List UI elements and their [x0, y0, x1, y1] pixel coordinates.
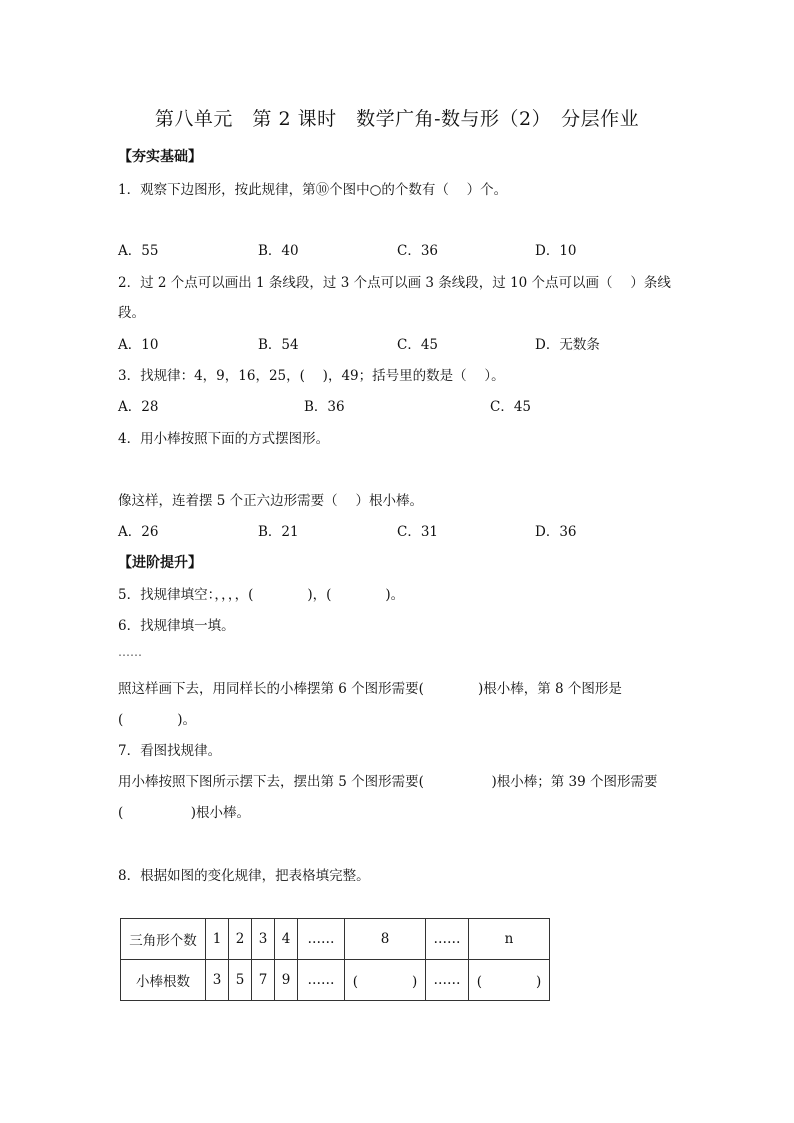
question-7-line-2: ( )根小棒。	[118, 805, 251, 821]
q2-option-c: C．45	[397, 337, 439, 353]
table-cell: 3	[252, 919, 275, 960]
section-advanced-heading: 【进阶提升】	[118, 555, 202, 571]
question-8-text: 8．根据如图的变化规律，把表格填完整。	[118, 868, 370, 884]
table-row	[121, 919, 550, 960]
table-cell: 3	[206, 960, 229, 1001]
table-cell: 9	[275, 960, 298, 1001]
q4-option-b: B．21	[258, 524, 299, 540]
q1-option-a: A．55	[118, 243, 159, 259]
question-6-ellipsis: ……	[118, 645, 142, 659]
table-cell: 2	[229, 919, 252, 960]
q1-option-d: D．10	[535, 243, 577, 259]
table-cell: 小棒根数	[121, 960, 206, 1001]
q4-option-d: D．36	[535, 524, 577, 540]
table-cell: ……	[298, 960, 345, 1001]
section-basic-heading: 【夯实基础】	[118, 149, 202, 165]
q2-option-b: B．54	[258, 337, 299, 353]
question-7-text: 7．看图找规律。	[118, 743, 222, 759]
question-7-line-1: 用小棒按照下图所示摆下去，摆出第 5 个图形需要( )根小棒；第 39 个图形需要	[118, 774, 658, 790]
table-cell: 1	[206, 919, 229, 960]
table-cell: ……	[298, 919, 345, 960]
question-5-text: 5．找规律填空：，，，，( )，( )。	[118, 587, 405, 603]
question-3-text: 3．找规律：4，9，16，25，( )，49；括号里的数是（ ）。	[118, 368, 505, 384]
table-cell: 5	[229, 960, 252, 1001]
question-4-text: 4．用小棒按照下面的方式摆图形。	[118, 431, 330, 447]
table-cell: ( )	[345, 960, 426, 1001]
question-1-text: 1．观察下边图形，按此规律，第⑩个图中○的个数有（ ）个。	[118, 182, 508, 198]
table-cell: ……	[426, 960, 469, 1001]
table-cell: 4	[275, 919, 298, 960]
table-cell: 7	[252, 960, 275, 1001]
q3-option-c: C．45	[490, 399, 532, 415]
answer-table	[120, 918, 550, 1001]
q4-option-c: C．31	[397, 524, 439, 540]
q1-option-b: B．40	[258, 243, 299, 259]
table-cell: n	[469, 919, 550, 960]
question-2-line-2: 段。	[118, 305, 145, 321]
q2-option-d: D．无数条	[535, 337, 600, 353]
table-cell: 三角形个数	[121, 919, 206, 960]
table-cell: ( )	[469, 960, 550, 1001]
question-6-line-2: ( )。	[118, 712, 197, 728]
question-6-text: 6．找规律填一填。	[118, 618, 235, 634]
q4-option-a: A．26	[118, 524, 159, 540]
question-6-line-1: 照这样画下去，用同样长的小棒摆第 6 个图形需要( )根小棒，第 8 个图形是	[118, 681, 622, 697]
table-cell: 8	[345, 919, 426, 960]
table-row	[121, 960, 550, 1001]
question-4-text-2: 像这样，连着摆 5 个正六边形需要（ ）根小棒。	[118, 493, 423, 509]
page-title: 第八单元 第 2 课时 数学广角-数与形（2） 分层作业	[154, 108, 640, 130]
table-cell: ……	[426, 919, 469, 960]
question-2-line-1: 2．过 2 个点可以画出 1 条线段，过 3 个点可以画 3 条线段，过 10 个点可以画（ ）条线	[118, 275, 671, 291]
q2-option-a: A．10	[118, 337, 159, 353]
q3-option-a: A．28	[118, 399, 159, 415]
q1-option-c: C．36	[397, 243, 439, 259]
q3-option-b: B．36	[304, 399, 345, 415]
